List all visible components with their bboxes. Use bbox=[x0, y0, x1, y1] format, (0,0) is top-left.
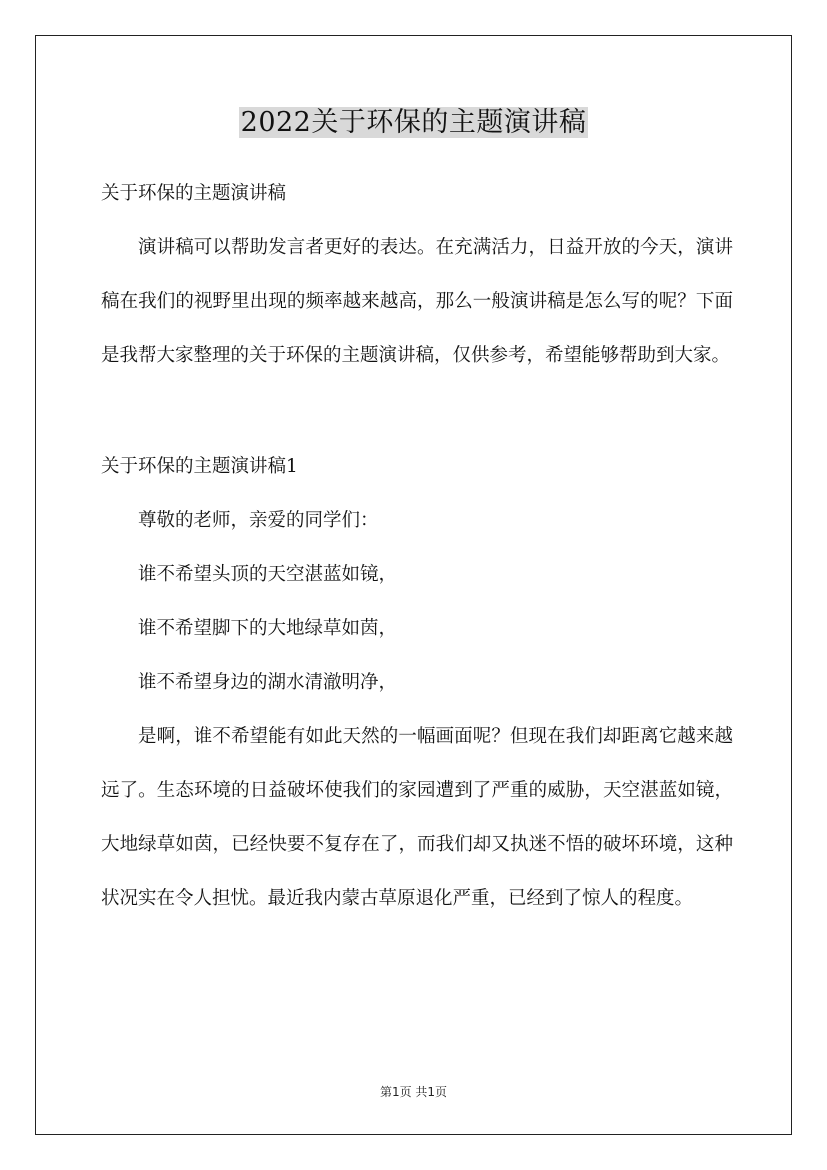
document-title-text: 2022关于环保的主题演讲稿 bbox=[240, 107, 587, 138]
document-title bbox=[0, 104, 827, 142]
verse-line-3: 谁不希望身边的湖水清澈明净， bbox=[138, 672, 398, 693]
speech-heading: 关于环保的主题演讲稿1 bbox=[101, 456, 298, 477]
document-body bbox=[101, 176, 733, 926]
page-footer: 第1页 共1页 bbox=[379, 1085, 448, 1099]
body-paragraph: 是啊，谁不希望能有如此天然的一幅画面呢？但现在我们却距离它越来越远了。生态环境的日益破坏使我们的家园遭到了严重的威胁，天空湛蓝如镜，大地绿草如茵，已经快要不复存在了，而我们却又执迷不悟的破坏环境，这种状况实在令人担忧。最近我内蒙古草原退化严重，已经到了惊人的程度。 bbox=[101, 726, 733, 909]
intro-paragraph: 演讲稿可以帮助发言者更好的表达。在充满活力，日益开放的今天，演讲稿在我们的视野里出现的频率越来越高，那么一般演讲稿是怎么写的呢？下面是我帮大家整理的关于环保的主题演讲稿，仅供参考，希望能够帮助到大家。 bbox=[101, 237, 733, 366]
verse-line-2: 谁不希望脚下的大地绿草如茵， bbox=[138, 618, 398, 639]
verse-line-1: 谁不希望头顶的天空湛蓝如镜， bbox=[138, 564, 398, 585]
section-heading: 关于环保的主题演讲稿 bbox=[101, 183, 287, 204]
salutation-paragraph: 尊敬的老师，亲爱的同学们： bbox=[138, 510, 379, 531]
